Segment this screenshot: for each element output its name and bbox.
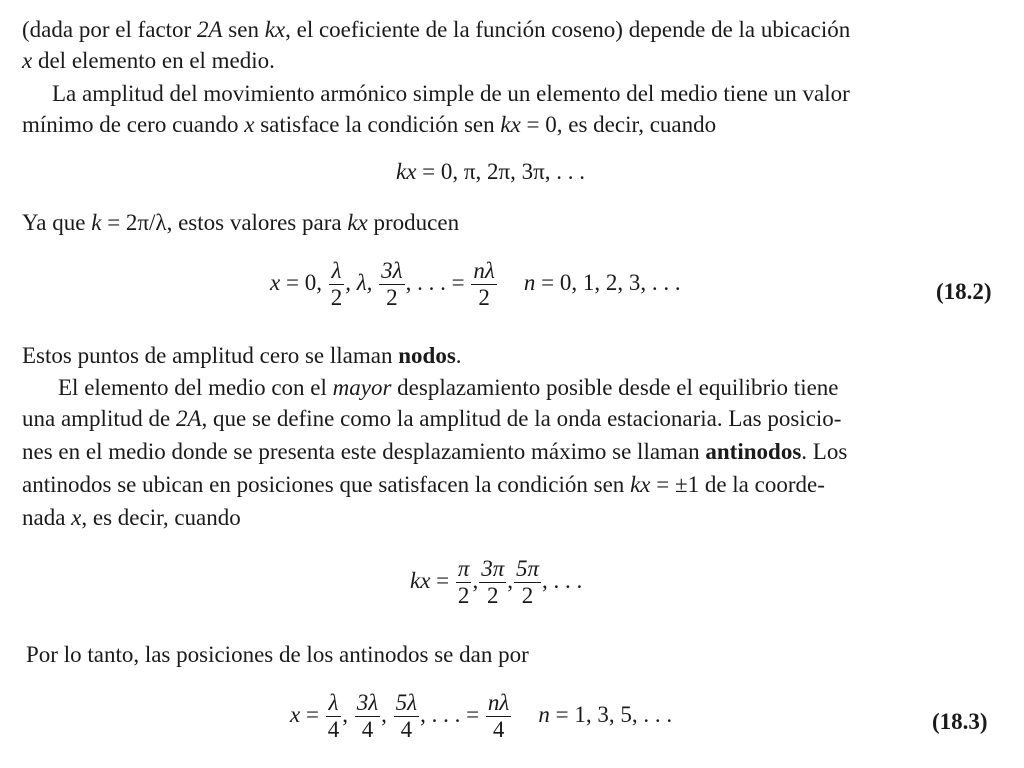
paragraph-1-line-2: x del elemento en el medio. <box>22 48 275 73</box>
equation-kx-antinodes: kx = $\frac{\pi}{2}$ , $\frac{3\pi}{2}$ , $\frac{5\pi}{2}$ , . . . <box>410 556 583 608</box>
paragraph-5-line-2: una amplitud de 2A, que se define como la amplitud de la onda estacionaria. Las posicio- <box>22 406 842 431</box>
paragraph-5-line-3: nes en el medio donde se presenta este desplazamiento máximo se llaman antinodos. Los <box>22 439 848 464</box>
paragraph-2-line-1: La amplitud del movimiento armónico simple de un elemento del medio tiene un valor <box>52 81 850 106</box>
fraction-3lambda-2: $\frac{3\lambda}{2}$ <box>381 258 403 310</box>
paragraph-1-line-1: (dada por el factor 2A sen kx, el coeficiente de la función coseno) depende de la ubicación <box>22 17 851 42</box>
equation-number-18-2: (18.2) <box>936 279 992 304</box>
fraction-lambda-2: $\frac{\lambda}{2}$ <box>330 258 343 310</box>
paragraph-5-line-1: El elemento del medio con el mayor desplazamiento posible desde el equilibrio tiene <box>58 375 839 400</box>
paragraph-5-line-4: antinodos se ubican en posiciones que satisfacen la condición sen kx = ±1 de la coorde- <box>22 472 825 497</box>
paragraph-4: Estos puntos de amplitud cero se llaman nodos. <box>22 343 462 368</box>
fraction-nlambda-4: $\frac{n\lambda}{4}$ <box>487 690 510 742</box>
paragraph-3: Ya que k = 2π/λ, estos valores para kx producen <box>22 210 460 235</box>
equation-18-3: x = $\frac{\lambda}{4}$ , $\frac{3\lambda}{4}$ , $\frac{5\lambda}{4}$ , . . . = $\frac{n\lambda}{4}$ n = 1, 3, 5, . . . <box>290 690 673 742</box>
fraction-nlambda-2: $\frac{n\lambda}{2}$ <box>473 258 495 310</box>
fraction-lambda-4: $\frac{\lambda}{4}$ <box>327 690 340 742</box>
fraction-5pi-2: $\frac{5\pi}{2}$ <box>515 556 539 608</box>
equation-kx-nodes: kx = 0, π, 2π, 3π, . . . <box>396 159 585 184</box>
fraction-5lambda-4: $\frac{5\lambda}{4}$ <box>395 690 418 742</box>
paragraph-6: Por lo tanto, las posiciones de los antinodos se dan por <box>26 642 529 667</box>
equation-number-18-3: (18.3) <box>932 709 988 734</box>
fraction-3lambda-4: $\frac{3\lambda}{4}$ <box>356 690 379 742</box>
paragraph-5-line-5: nada x, es decir, cuando <box>22 505 241 530</box>
equation-18-2: x = 0, $\frac{\lambda}{2}$ , λ, $\frac{3\lambda}{2}$ , . . . = $\frac{n\lambda}{2}$ n = 0, 1, 2, 3, . . . <box>270 258 681 310</box>
fraction-pi-2: $\frac{\pi}{2}$ <box>457 556 470 608</box>
paragraph-2-line-2: mínimo de cero cuando x satisface la condición sen kx = 0, es decir, cuando <box>22 112 717 137</box>
fraction-3pi-2: $\frac{3\pi}{2}$ <box>481 556 505 608</box>
